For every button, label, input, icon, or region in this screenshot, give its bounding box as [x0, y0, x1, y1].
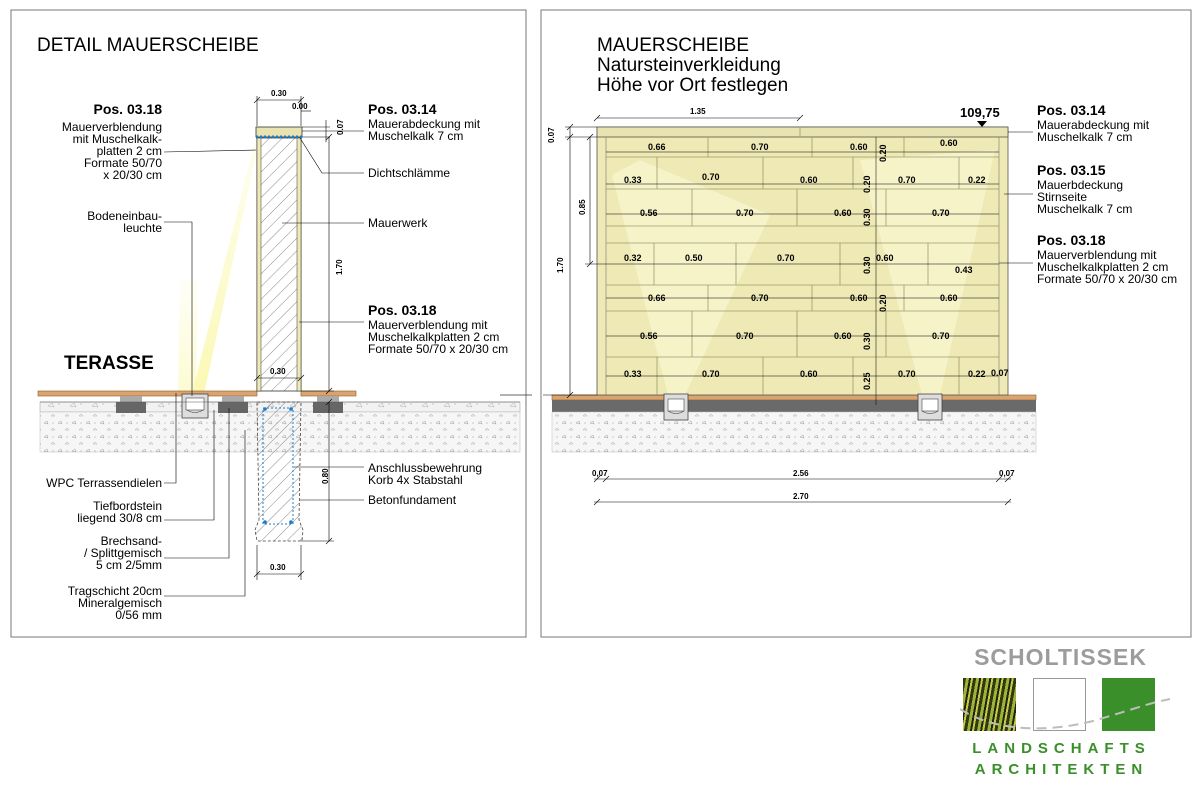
concrete-foundation: [255, 402, 303, 541]
callout-masonry: [282, 216, 428, 230]
stone-size: 0.33: [624, 175, 642, 185]
svg-text:Muschelkalk 7 cm: Muschelkalk 7 cm: [1037, 202, 1133, 216]
dim-total-height-label: 1.70: [556, 257, 565, 273]
stone-size: 0.60: [850, 142, 868, 152]
svg-text:Pos. 03.15: Pos. 03.15: [1037, 162, 1106, 178]
elevation-mark: 109,75: [960, 105, 1000, 120]
brand-name: SCHOLTISSEK: [974, 644, 1147, 670]
callout-base-course: [68, 430, 245, 622]
stone-size: 0.66: [648, 142, 666, 152]
left-panel: [11, 10, 532, 637]
svg-text:Mauerverblendung mit: Mauerverblendung mit: [368, 318, 488, 332]
callout-wall-cap: [1008, 102, 1150, 144]
stone-size: 0.70: [932, 208, 950, 218]
rebar: [289, 520, 293, 524]
svg-text:Mauerwerk: Mauerwerk: [368, 216, 428, 230]
kerb-stone: [218, 402, 248, 413]
stone-height: 0.30: [862, 208, 872, 226]
svg-text:Mauerverblendung mit: Mauerverblendung mit: [1037, 248, 1157, 262]
stone-size: 0.70: [702, 369, 720, 379]
dim-wall-height-label: 1.70: [335, 259, 344, 275]
svg-text:Bodeneinbau-: Bodeneinbau-: [87, 209, 162, 223]
right-panel-note: Höhe vor Ort festlegen: [597, 75, 789, 96]
svg-text:Formate 50/70 x 20/30 cm: Formate 50/70 x 20/30 cm: [368, 342, 509, 356]
logo-swoosh: [960, 695, 1170, 735]
dim-top-width-label: 0.30: [271, 89, 287, 98]
dim-mid-width-label: 0.30: [270, 367, 286, 376]
dim-right-edge-label: 0.07: [991, 368, 1009, 378]
stone-size: 0.60: [800, 175, 818, 185]
stone-height: 0.25: [862, 372, 872, 390]
elevation-base-fill: [552, 412, 1036, 452]
svg-text:Muschelkalkplatten 2 cm: Muschelkalkplatten 2 cm: [368, 330, 500, 344]
dim-middle-label: 2.56: [793, 469, 809, 478]
svg-text:platten 2 cm: platten 2 cm: [96, 144, 162, 158]
stone-size: 0.66: [648, 293, 666, 303]
ground-light-icon: [182, 394, 208, 418]
svg-text:Dichtschlämme: Dichtschlämme: [368, 166, 451, 180]
stone-size: 0.56: [640, 331, 658, 341]
svg-text:Mauerverblendung: Mauerverblendung: [61, 120, 162, 134]
svg-text:Korb 4x Stabstahl: Korb 4x Stabstahl: [368, 473, 463, 487]
wpc-decking-left: [38, 391, 257, 396]
stone-size: 0.70: [898, 369, 916, 379]
svg-text:Mauerbdeckung: Mauerbdeckung: [1037, 178, 1124, 192]
stone-height: 0.20: [878, 144, 888, 162]
dim-top-offset-label: 0.00: [292, 102, 308, 111]
brand-line-2: ARCHITEKTEN: [974, 761, 1149, 778]
light-beam-left: [178, 280, 198, 394]
svg-text:Formate 50/70: Formate 50/70: [83, 156, 162, 170]
rebar: [263, 520, 267, 524]
callout-cladding: [999, 232, 1177, 286]
callout-foundation: [300, 493, 457, 507]
stone-height: 0.20: [862, 175, 872, 193]
stone-size: 0.70: [777, 253, 795, 263]
stone-size: 0.70: [898, 175, 916, 185]
kerb-stone: [116, 402, 146, 413]
stone-size: 0.70: [932, 331, 950, 341]
wall-cladding-right: [297, 138, 301, 391]
kerb-stone: [313, 402, 343, 413]
svg-text:x 20/30 cm: x 20/30 cm: [103, 168, 162, 182]
stone-size: 0.70: [736, 208, 754, 218]
left-panel-title: DETAIL MAUERSCHEIBE: [37, 35, 259, 56]
callout-end-cap: [1004, 162, 1132, 216]
stone-size: 0.60: [834, 208, 852, 218]
svg-text:leuchte: leuchte: [123, 221, 162, 235]
svg-text:Pos. 03.18: Pos. 03.18: [368, 302, 437, 318]
stone-size: 0.56: [640, 208, 658, 218]
stone-size: 0.32: [624, 253, 642, 263]
stone-size: 0.60: [800, 369, 818, 379]
right-panel-subtitle: Natursteinverkleidung: [597, 55, 781, 76]
svg-text:Mauerabdeckung mit: Mauerabdeckung mit: [368, 117, 481, 131]
svg-text:/ Splittgemisch: / Splittgemisch: [83, 546, 162, 560]
callout-waterproofing: [300, 138, 450, 180]
kerb-cap: [120, 396, 142, 402]
elevation-gravel: [552, 400, 1036, 412]
stone-height: 0.30: [862, 256, 872, 274]
terrace-label: TERASSE: [64, 353, 154, 374]
svg-text:liegend 30/8 cm: liegend 30/8 cm: [77, 511, 162, 525]
svg-text:WPC Terrassendielen: WPC Terrassendielen: [46, 476, 162, 490]
kerb-cap: [317, 396, 339, 402]
brand-line-1: LANDSCHAFTS: [972, 740, 1151, 757]
svg-text:Brechsand-: Brechsand-: [100, 534, 162, 548]
light-beam-wall: [192, 132, 257, 394]
svg-text:Muschelkalk 7 cm: Muschelkalk 7 cm: [368, 129, 464, 143]
rebar: [263, 407, 267, 411]
stone-height: 0.20: [878, 294, 888, 312]
stone-size: 0.60: [940, 138, 958, 148]
stone-size: 0.50: [685, 253, 703, 263]
stone-height: 0.30: [862, 332, 872, 350]
stone-size: 0.60: [834, 331, 852, 341]
dim-total-width-label: 2.70: [793, 492, 809, 501]
stone-size: 0.60: [940, 293, 958, 303]
stone-size: 0.22: [968, 369, 986, 379]
right-panel-title: MAUERSCHEIBE: [597, 35, 750, 56]
dim-foundation-depth-label: 0.80: [321, 468, 330, 484]
stone-size: 0.70: [751, 142, 769, 152]
stone-size: 0.70: [736, 331, 754, 341]
dim-top-segment-label: 1.35: [690, 107, 706, 116]
dim-edge-left-label: 0,07: [592, 469, 608, 478]
svg-text:Muschelkalk 7 cm: Muschelkalk 7 cm: [1037, 130, 1133, 144]
svg-text:Anschlussbewehrung: Anschlussbewehrung: [368, 461, 483, 475]
svg-text:Pos. 03.14: Pos. 03.14: [1037, 102, 1106, 118]
callout-left-cladding: [62, 101, 256, 182]
wall-cladding-left: [257, 138, 261, 391]
svg-text:Mauerabdeckung mit: Mauerabdeckung mit: [1037, 118, 1150, 132]
svg-text:5 cm 2/5mm: 5 cm 2/5mm: [95, 558, 162, 572]
svg-text:Tragschicht 20cm: Tragschicht 20cm: [67, 584, 162, 598]
dim-base-width-label: 0.30: [270, 563, 286, 572]
callout-cladding-right: [299, 302, 508, 356]
svg-text:Muschelkalkplatten 2 cm: Muschelkalkplatten 2 cm: [1037, 260, 1169, 274]
right-panel: [541, 10, 1191, 637]
stone-size: 0.70: [751, 293, 769, 303]
svg-text:Tiefbordstein: Tiefbordstein: [93, 499, 162, 513]
svg-text:Pos. 03.14: Pos. 03.14: [368, 101, 437, 117]
dim-edge-right-label: 0,07: [999, 469, 1015, 478]
svg-text:Mineralgemisch: Mineralgemisch: [77, 596, 162, 610]
svg-text:Pos. 03.18: Pos. 03.18: [93, 101, 162, 117]
dim-top-width: [254, 96, 311, 126]
stone-size: 0.43: [955, 265, 973, 275]
dim-left-verticals: [543, 124, 606, 398]
kerb-cap: [222, 396, 244, 402]
stone-size: 0.60: [876, 253, 894, 263]
elevation-wall-cap: [597, 127, 1008, 137]
svg-text:0/56 mm: 0/56 mm: [115, 608, 162, 622]
svg-text:Pos. 03.18: Pos. 03.18: [1037, 232, 1106, 248]
elevation-decking: [552, 395, 1036, 400]
ground-light-icon: [918, 394, 942, 420]
rebar: [289, 407, 293, 411]
stone-size: 0.22: [968, 175, 986, 185]
stone-size: 0.33: [624, 369, 642, 379]
svg-text:mit Muschelkalk-: mit Muschelkalk-: [72, 132, 162, 146]
wall-cap: [256, 127, 302, 137]
wall-masonry: [257, 138, 301, 391]
dim-cap-height-label: 0.07: [336, 119, 345, 135]
elevation-mark-arrow-icon: [977, 121, 987, 127]
svg-text:Betonfundament: Betonfundament: [368, 493, 457, 507]
stone-size: 0.60: [850, 293, 868, 303]
svg-text:Stirnseite: Stirnseite: [1037, 190, 1088, 204]
svg-text:Formate 50/70 x 20/30 cm: Formate 50/70 x 20/30 cm: [1037, 272, 1178, 286]
dim-cap-height-label: 0.07: [547, 127, 556, 143]
ground-light-icon: [664, 394, 688, 420]
dim-upper-height-label: 0.85: [578, 199, 587, 215]
stone-size: 0.70: [702, 172, 720, 182]
